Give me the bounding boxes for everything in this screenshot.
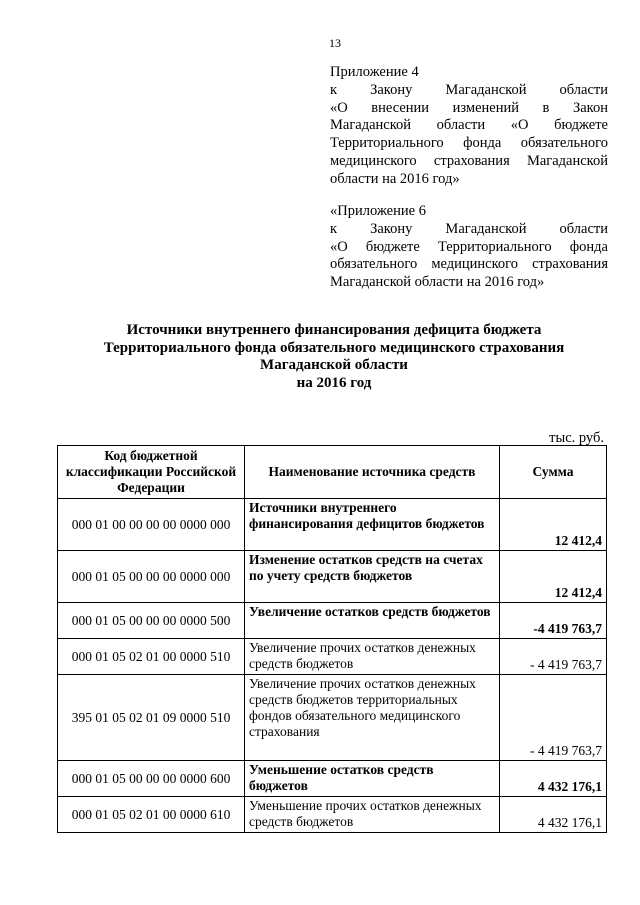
- appendix-6-line: к Закону Магаданской области: [330, 220, 608, 237]
- row-name: Уменьшение остатков средств бюджетов: [245, 761, 500, 797]
- row-amount: 12 412,4: [500, 551, 607, 603]
- row-amount: - 4 419 763,7: [500, 675, 607, 761]
- table-row: [58, 603, 607, 639]
- row-name: Источники внутреннего финансирования дефицитов бюджетов: [245, 499, 500, 551]
- row-name: Увеличение прочих остатков денежных средств бюджетов территориальных фондов обязательного медицинского страхования: [245, 675, 500, 761]
- appendix-4-line: медицинского страхования Магаданской: [330, 152, 608, 169]
- title-line: на 2016 год: [296, 374, 372, 391]
- appendix-6-line: «Приложение 6: [330, 203, 426, 219]
- row-code: 000 01 05 02 01 00 0000 610: [58, 797, 245, 833]
- table-row: [58, 639, 607, 675]
- appendix-6-heading: [330, 203, 608, 292]
- table-row: [58, 761, 607, 797]
- row-code: 000 01 05 00 00 00 0000 000: [58, 551, 245, 603]
- title-line: Источники внутреннего финансирования дефицита бюджета: [126, 322, 542, 338]
- table-row: [58, 797, 607, 833]
- row-name: Уменьшение прочих остатков денежных средств бюджетов: [245, 797, 500, 833]
- document-title: [60, 322, 608, 392]
- row-amount: - 4 419 763,7: [500, 639, 607, 675]
- page-number: 13: [329, 36, 341, 50]
- header-amount: Сумма: [500, 446, 607, 499]
- appendix-4-line: Приложение 4: [330, 64, 419, 80]
- units-label: тыс. руб.: [549, 430, 604, 446]
- row-amount: -4 419 763,7: [500, 603, 607, 639]
- financing-sources-table: [57, 445, 607, 833]
- row-code: 000 01 05 00 00 00 0000 600: [58, 761, 245, 797]
- table-row: [58, 551, 607, 603]
- title-line: Магаданской области: [260, 357, 408, 373]
- row-code: 000 01 05 02 01 00 0000 510: [58, 639, 245, 675]
- row-name: Изменение остатков средств на счетах по учету средств бюджетов: [245, 551, 500, 603]
- row-amount: 12 412,4: [500, 499, 607, 551]
- appendix-4-line: Территориального фонда обязательного: [330, 135, 608, 152]
- table-row: [58, 499, 607, 551]
- row-code: 395 01 05 02 01 09 0000 510: [58, 675, 245, 761]
- header-code: Код бюджетной классификации Российской Федерации: [58, 446, 245, 499]
- row-name: Увеличение остатков средств бюджетов: [245, 603, 500, 639]
- row-amount: 4 432 176,1: [500, 797, 607, 833]
- row-code: 000 01 05 00 00 00 0000 500: [58, 603, 245, 639]
- appendix-6-line: обязательного медицинского страхования: [330, 256, 608, 273]
- appendix-6-line: Магаданской области на 2016 год»: [330, 274, 545, 291]
- table-header-row: [58, 446, 607, 499]
- appendix-4-line: «О внесении изменений в Закон: [330, 99, 608, 116]
- appendix-4-heading: [330, 64, 608, 189]
- appendix-6-line: «О бюджете Территориального фонда: [330, 238, 608, 255]
- appendix-4-line: Магаданской области «О бюджете: [330, 117, 608, 134]
- row-code: 000 01 00 00 00 00 0000 000: [58, 499, 245, 551]
- appendix-4-line: к Закону Магаданской области: [330, 81, 608, 98]
- row-amount: 4 432 176,1: [500, 761, 607, 797]
- appendix-4-line: области на 2016 год»: [330, 170, 460, 187]
- table-row: [58, 675, 607, 761]
- title-line: Территориального фонда обязательного медицинского страхования: [103, 339, 565, 356]
- row-name: Увеличение прочих остатков денежных средств бюджетов: [245, 639, 500, 675]
- header-name: Наименование источника средств: [245, 446, 500, 499]
